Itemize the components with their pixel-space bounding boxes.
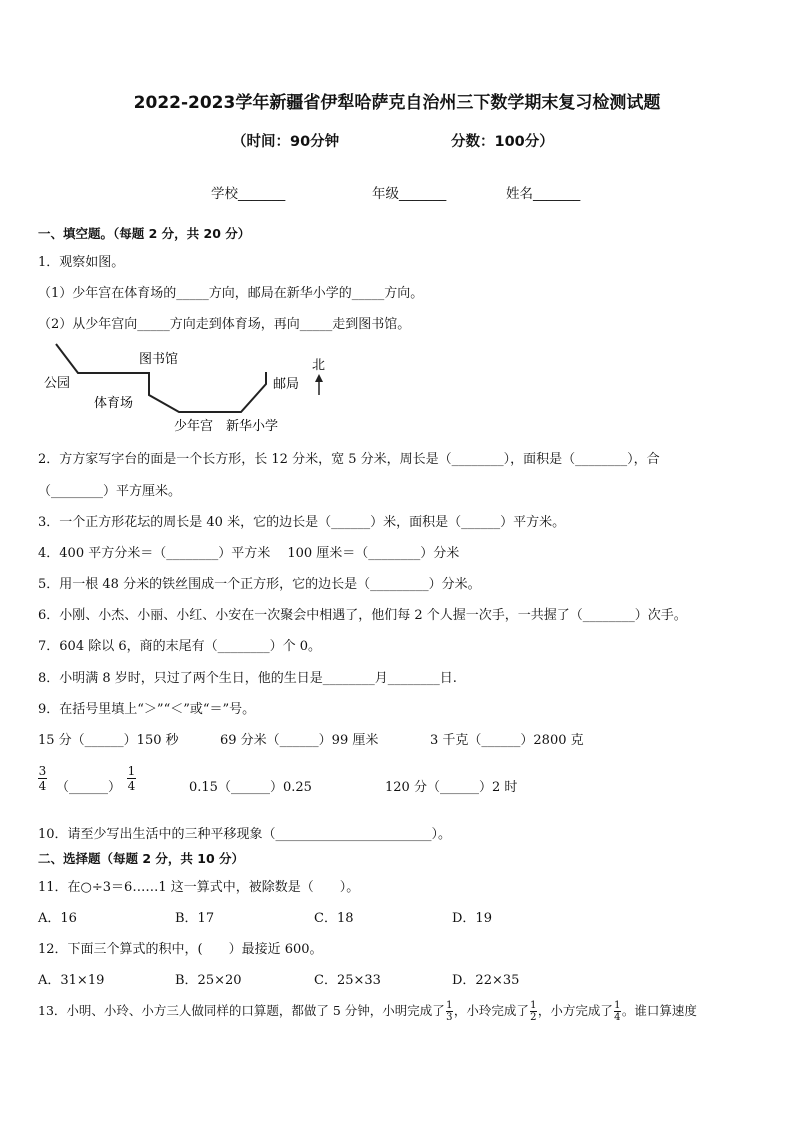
map-label-library: 图书馆: [139, 352, 179, 367]
question-8: 8．小明满 8 岁时，只过了两个生日，他的生日是________月________日.: [38, 671, 457, 686]
north-arrowhead-icon: [315, 374, 323, 382]
q12-option-c: C．25×33: [314, 973, 381, 988]
exam-score: 分数：100分）: [451, 134, 554, 150]
question-4: 4．400 平方分米＝（________）平方米 100 厘米＝（________）分米: [38, 546, 460, 561]
page-title: 2022-2023学年新疆省伊犁哈萨克自治州三下数学期末复习检测试题: [133, 93, 661, 113]
q9-fraction-blank: （______）: [56, 780, 122, 795]
question-13: [38, 1000, 697, 1023]
map-label-school: 新华小学: [226, 419, 279, 434]
grade-field: 年级_______: [372, 186, 447, 202]
map-label-stadium: 体育场: [94, 396, 134, 411]
question-1-part-2: （2）从少年宫向_____方向走到体育场，再向_____走到图书馆。: [38, 317, 411, 332]
map-label-park: 公园: [44, 376, 71, 391]
section-1-title: 一、填空题。（每题 2 分，共 20 分）: [38, 226, 251, 241]
section-2-title: 二、选择题（每题 2 分，共 10 分）: [38, 851, 245, 866]
q9-compare-time: 120 分（______）2 时: [385, 780, 518, 795]
question-6: 6．小刚、小杰、小丽、小红、小安在一次聚会中相遇了，他们每 2 个人握一次手，一共握了（________）次手。: [38, 608, 687, 623]
school-field: 学校_______: [211, 186, 286, 202]
exam-time: （时间：90分钟: [232, 134, 340, 150]
q9-fraction-left-num: 3: [38, 764, 47, 778]
q9-compare-decimal: 0.15（______）0.25: [189, 780, 312, 795]
map-label-north: 北: [312, 358, 326, 373]
q13-text-1: 13．小明、小玲、小方三人做同样的口算题，都做了 5 分钟，小明完成了: [38, 1003, 445, 1018]
question-5: 5．用一根 48 分米的铁丝围成一个正方形，它的边长是（_________）分米。: [38, 577, 481, 592]
q11-option-a: A．16: [38, 911, 77, 926]
q9-fraction-right-num: 1: [127, 764, 136, 778]
q13-fraction-2: $\frac{1}{2}$: [530, 1000, 537, 1023]
q13-fraction-1: $\frac{1}{3}$: [446, 1000, 453, 1023]
q12-option-b: B．25×20: [175, 973, 242, 988]
map-label-youth-palace: 少年宫: [174, 419, 214, 434]
question-11: 11．在○÷3＝6……1 这一算式中，被除数是（ ）。: [38, 880, 360, 895]
q13-text-4: 。谁口算速度: [621, 1003, 697, 1018]
question-1-part-1: （1）少年宫在体育场的_____方向，邮局在新华小学的_____方向。: [38, 286, 424, 301]
q9-fraction-left: [38, 764, 47, 793]
q13-fraction-3: $\frac{1}{4}$: [614, 1000, 621, 1023]
q13-text-2: ，小玲完成了: [453, 1003, 529, 1018]
q9-fraction-left-den: 4: [38, 779, 47, 793]
q11-option-c: C．18: [314, 911, 354, 926]
direction-map: [36, 340, 336, 440]
q13-text-3: ，小方完成了: [537, 1003, 613, 1018]
question-2-line-1: 2．方方家写字台的面是一个长方形，长 12 分米，宽 5 分米，周长是（________），面积是（________），合: [38, 452, 660, 467]
q12-option-d: D．22×35: [452, 973, 520, 988]
q12-option-a: A．31×19: [38, 973, 105, 988]
map-label-post-office: 邮局: [273, 377, 300, 392]
q9-fraction-right: [127, 764, 136, 793]
question-12: 12．下面三个算式的积中，( ）最接近 600。: [38, 942, 323, 957]
question-2-line-2: （________）平方厘米。: [38, 484, 182, 499]
question-1: 1．观察如图。: [38, 255, 125, 270]
question-10: 10．请至少写出生活中的三种平移现象（________________________）。: [38, 827, 452, 842]
q9-compare-1: 15 分（______）150 秒: [38, 733, 179, 748]
question-7: 7．604 除以 6，商的末尾有（________）个 0。: [38, 639, 322, 654]
name-field: 姓名_______: [506, 186, 581, 202]
q11-option-d: D．19: [452, 911, 492, 926]
q9-compare-2: 69 分米（______）99 厘米: [220, 733, 379, 748]
q9-compare-3: 3 千克（______）2800 克: [430, 733, 584, 748]
q9-fraction-right-den: 4: [127, 779, 136, 793]
question-9: 9．在括号里填上“＞”“＜”或“＝”号。: [38, 702, 256, 717]
question-3: 3．一个正方形花坛的周长是 40 米，它的边长是（______）米，面积是（______）平方米。: [38, 515, 566, 530]
q11-option-b: B．17: [175, 911, 215, 926]
